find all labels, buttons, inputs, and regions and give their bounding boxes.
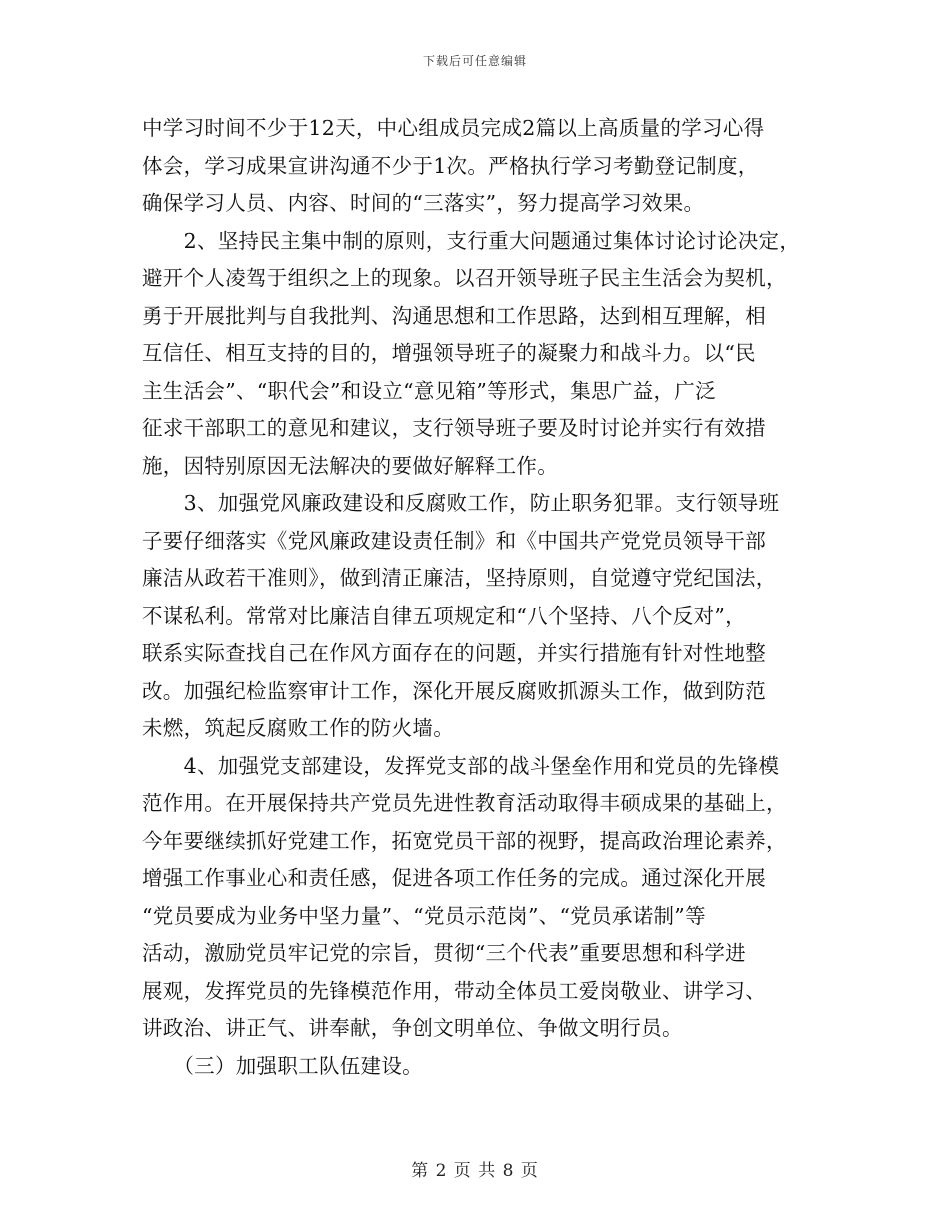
text-line: 征求干部职工的意见和建议，支行领导班子要及时讨论并实行有效措 — [142, 416, 766, 440]
text-line: 不谋私利。常常对比廉洁自律五项规定和“八个坚持、八个反对”， — [142, 603, 746, 628]
text-line: 主生活会”、“职代会”和设立“意见箱”等形式，集思广益，广泛 — [142, 378, 716, 403]
text-line: （三）加强职工队伍建设。 — [142, 1053, 423, 1078]
text-line: 增强工作事业心和责任感，促进各项工作任务的完成。通过深化开展 — [142, 866, 766, 890]
text-line: 3、加强党风廉政建设和反腐败工作，防止职务犯罪。支行领导班 — [142, 491, 780, 515]
page-number-footer: 第 2 页 共 8 页 — [411, 1161, 539, 1181]
text-line: 施，因特别原因无法解决的要做好解释工作。 — [142, 453, 558, 478]
page-header: 下载后可任意编辑 — [422, 54, 527, 68]
text-line: 讲政治、讲正气、讲奉献，争创文明单位、争做文明行员。 — [142, 1016, 683, 1040]
text-line: 4、加强党支部建设，发挥党支部的战斗堡垒作用和党员的先锋模 — [142, 753, 780, 778]
text-line: 勇于开展批判与自我批判、沟通思想和工作思路，达到相互理解，相 — [142, 303, 766, 328]
text-line: 改。加强纪检监察审计工作，深化开展反腐败抓源头工作，做到防范 — [142, 678, 766, 703]
text-line: 互信任、相互支持的目的，增强领导班子的凝聚力和战斗力。以“民 — [142, 341, 756, 365]
text-line: 今年要继续抓好党建工作，拓宽党员干部的视野，提高政治理论素养， — [142, 828, 787, 853]
text-line: 未燃，筑起反腐败工作的防火墙。 — [142, 716, 454, 740]
text-line: 廉洁从政若干准则》，做到清正廉洁，坚持原则，自觉遵守党纪国法， — [142, 566, 777, 590]
text-line: 范作用。在开展保持共产党员先进性教育活动取得丰硕成果的基础上， — [142, 791, 787, 815]
text-line: “党员要成为业务中坚力量”、“党员示范岗”、“党员承诺制”等 — [142, 903, 706, 928]
text-line: 避开个人凌驾于组织之上的现象。以召开领导班子民主生活会为契机， — [142, 266, 787, 290]
document-body — [142, 110, 822, 1085]
text-line: 确保学习人员、内容、时间的“三落实”，努力提高学习效果。 — [142, 191, 705, 215]
text-line: 展观，发挥党员的先锋模范作用，带动全体员工爱岗敬业、讲学习、 — [142, 978, 766, 1003]
text-line: 子要仔细落实《党风廉政建设责任制》和《中国共产党党员领导干部 — [142, 528, 766, 553]
text-line: 中学习时间不少于12天，中心组成员完成2篇以上高质量的学习心得 — [142, 116, 765, 140]
text-line: 活动，激励党员牢记党的宗旨，贯彻“三个代表”重要思想和科学进 — [142, 941, 746, 965]
text-line: 联系实际查找自己在作风方面存在的问题，并实行措施有针对性地整 — [142, 641, 766, 665]
text-line: 体会，学习成果宣讲沟通不少于1次。严格执行学习考勤登记制度， — [142, 153, 759, 178]
text-line: 2、坚持民主集中制的原则，支行重大问题通过集体讨论讨论决定， — [142, 228, 801, 253]
